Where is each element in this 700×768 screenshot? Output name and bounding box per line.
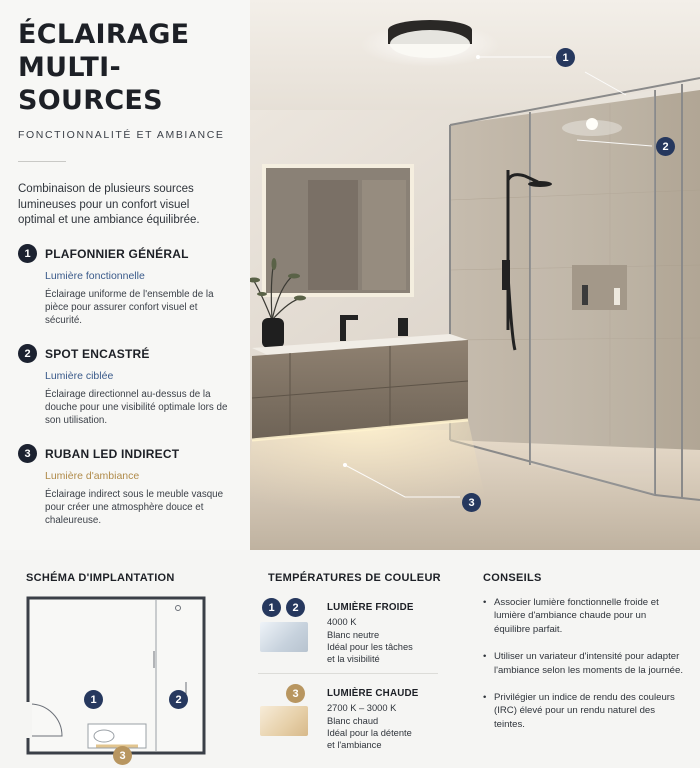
source-item-1 <box>18 244 233 328</box>
bottom-section <box>0 550 700 768</box>
photo-callout-2: 2 <box>656 137 675 156</box>
source-title: SPOT ENCASTRÉ <box>45 346 150 361</box>
divider <box>18 161 66 162</box>
cold-usage-2: et la visibilité <box>327 654 380 664</box>
number-badge: 2 <box>18 344 37 363</box>
warm-tone: Blanc chaud <box>327 716 379 726</box>
temperatures-title: TEMPÉRATURES DE COULEUR <box>268 572 441 584</box>
source-description: Éclairage uniforme de l'ensemble de la pièce pour assurer confort visuel et sécurité. <box>45 289 214 327</box>
plan-marker-1: 1 <box>84 690 103 709</box>
floor-plan-drawing <box>26 596 206 756</box>
floor-plan <box>26 596 206 762</box>
warm-badge-3: 3 <box>286 684 305 703</box>
warm-usage-2: et l'ambiance <box>327 740 382 750</box>
source-subtitle: Lumière d'ambiance <box>45 470 140 482</box>
title-line-1: ÉCLAIRAGE <box>18 19 190 50</box>
bathroom-illustration <box>250 0 700 550</box>
warm-usage-1: Idéal pour la détente <box>327 728 412 738</box>
tips-title: CONSEILS <box>483 572 542 584</box>
page-subtitle: FONCTIONNALITÉ ET AMBIANCE <box>18 129 225 141</box>
cold-swatch <box>260 622 308 652</box>
source-item-2 <box>18 344 233 428</box>
temperature-divider <box>258 673 438 674</box>
tip-item: • Associer lumière fonctionnelle froide et lumière d'ambiance chaude pour un équilibre parfait. <box>483 596 683 636</box>
cold-title: LUMIÈRE FROIDE <box>327 602 414 613</box>
source-description: Éclairage indirect sous le meuble vasque pour créer une atmosphère douce et chaleureuse. <box>45 489 224 527</box>
cold-badge-2: 2 <box>286 598 305 617</box>
bathroom-photo <box>250 0 700 550</box>
source-item-3 <box>18 444 233 528</box>
cold-badge-1: 1 <box>262 598 281 617</box>
warm-swatch <box>260 706 308 736</box>
number-badge: 3 <box>18 444 37 463</box>
tips-list <box>483 596 683 745</box>
cold-tone: Blanc neutre <box>327 630 380 640</box>
warm-title: LUMIÈRE CHAUDE <box>327 688 419 699</box>
tip-item: • Utiliser un variateur d'intensité pour adapter l'ambiance selon les moments de la journée. <box>483 650 683 677</box>
plan-title: SCHÉMA D'IMPLANTATION <box>26 572 175 584</box>
title-line-2: MULTI-SOURCES <box>18 52 163 116</box>
cold-kelvin: 4000 K <box>327 617 357 627</box>
warm-kelvin: 2700 K – 3000 K <box>327 703 397 713</box>
plan-marker-3: 3 <box>113 746 132 765</box>
cold-usage-1: Idéal pour les tâches <box>327 642 413 652</box>
photo-callout-1: 1 <box>556 48 575 67</box>
page-title <box>18 18 234 117</box>
plan-marker-2: 2 <box>169 690 188 709</box>
photo-callout-3: 3 <box>462 493 481 512</box>
tip-item: • Privilégier un indice de rendu des couleurs (IRC) élevé pour un rendu naturel des teintes. <box>483 691 683 731</box>
source-title: PLAFONNIER GÉNÉRAL <box>45 246 189 261</box>
intro-text: Combinaison de plusieurs sources lumineuses pour un confort visuel optimal et une ambiance équilibrée. <box>18 183 200 226</box>
source-subtitle: Lumière fonctionnelle <box>45 270 145 282</box>
source-title: RUBAN LED INDIRECT <box>45 446 180 461</box>
number-badge: 1 <box>18 244 37 263</box>
source-subtitle: Lumière ciblée <box>45 370 114 382</box>
source-description: Éclairage directionnel au-dessus de la douche pour une visibilité optimale lors de son utilisation. <box>45 389 228 427</box>
